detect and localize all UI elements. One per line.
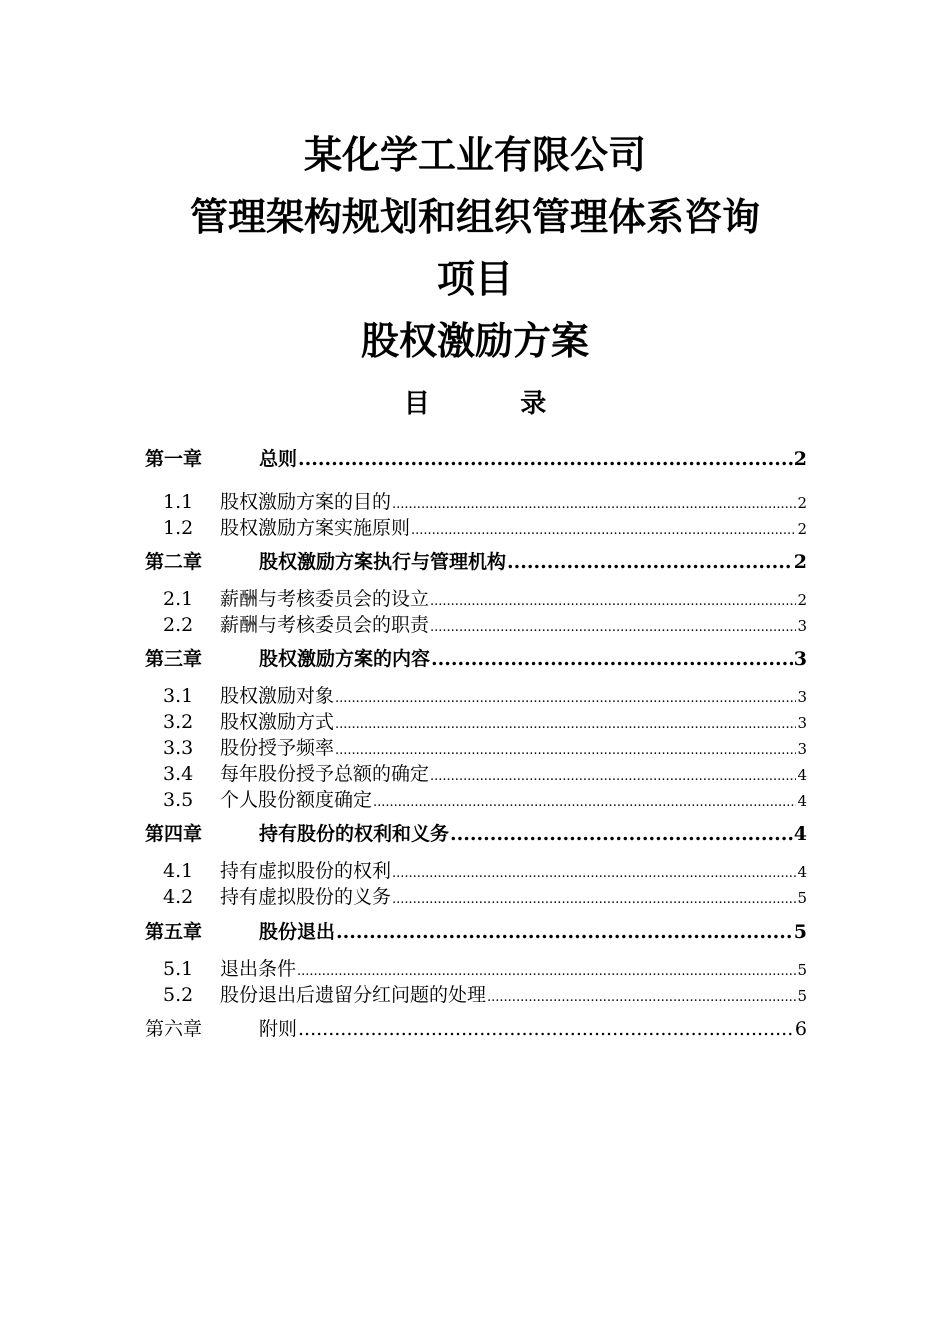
toc-entry-number: 5.1 — [163, 958, 194, 980]
toc-section-4-2[interactable] — [145, 884, 807, 913]
toc-entry-number: 3.4 — [163, 763, 194, 785]
toc-chapter-5[interactable] — [145, 919, 807, 945]
toc-entry-page: 3 — [797, 688, 807, 706]
toc-entry-page: 2 — [797, 494, 807, 512]
toc-entry-number: 1.1 — [163, 491, 194, 513]
toc-section-4-1[interactable] — [145, 858, 807, 887]
toc-entry-label: 个人股份额度确定 — [220, 789, 373, 811]
toc-entry-page: 5 — [797, 987, 807, 1005]
toc-entry-number: 3.3 — [163, 737, 194, 759]
title-line-project: 管理架构规划和组织管理体系咨询 — [189, 195, 760, 239]
toc-entry-page: 2 — [793, 448, 807, 470]
toc-entry-label: 持有虚拟股份的权利 — [220, 860, 392, 882]
toc-entry-page: 4 — [797, 766, 807, 784]
toc-section-1-1[interactable] — [145, 489, 807, 518]
toc-entry-label: 股份授予频率 — [220, 737, 335, 759]
toc-section-3-5[interactable] — [145, 787, 807, 816]
toc-section-3-4[interactable] — [145, 761, 807, 790]
title-line-plan: 股权激励方案 — [360, 319, 589, 363]
toc-entry-number: 第六章 — [145, 1018, 203, 1040]
toc-dot-leader — [373, 790, 796, 816]
document-title — [0, 124, 950, 372]
toc-section-2-1[interactable] — [145, 586, 807, 615]
title-line-company: 某化学工业有限公司 — [303, 133, 646, 177]
toc-entry-label: 股权激励方式 — [220, 711, 335, 733]
toc-dot-leader — [430, 615, 796, 641]
toc-entry-label: 股份退出 — [259, 921, 336, 943]
toc-dot-leader — [487, 985, 796, 1011]
toc-entry-page: 5 — [797, 961, 807, 979]
toc-entry-label: 股份退出后遗留分红问题的处理 — [220, 984, 487, 1006]
toc-section-3-1[interactable] — [145, 683, 807, 712]
toc-dot-leader — [411, 518, 796, 544]
toc-entry-number: 第四章 — [145, 823, 203, 845]
toc-dot-leader — [336, 919, 793, 945]
toc-entry-label: 股权激励方案实施原则 — [220, 517, 411, 539]
toc-section-1-2[interactable] — [145, 515, 807, 544]
toc-entry-number: 4.2 — [163, 886, 194, 908]
toc-entry-number: 2.2 — [163, 614, 194, 636]
toc-chapter-6[interactable] — [145, 1016, 807, 1042]
toc-entry-number: 3.1 — [163, 685, 194, 707]
toc-dot-leader — [298, 446, 793, 472]
toc-section-2-2[interactable] — [145, 612, 807, 641]
toc-dot-leader — [298, 1016, 794, 1042]
toc-entry-page: 4 — [797, 792, 807, 810]
toc-entry-label: 持有股份的权利和义务 — [259, 823, 450, 845]
toc-entry-number: 3.2 — [163, 711, 194, 733]
toc-entry-page: 6 — [794, 1018, 807, 1040]
toc-entry-label: 股权激励方案的目的 — [220, 491, 392, 513]
toc-chapter-1[interactable] — [145, 446, 807, 472]
toc-entry-label: 股权激励方案的内容 — [259, 648, 431, 670]
toc-entry-page: 5 — [797, 889, 807, 907]
toc-entry-page: 2 — [797, 591, 807, 609]
toc-chapter-3[interactable] — [145, 646, 807, 672]
toc-entry-number: 第三章 — [145, 648, 203, 670]
toc-entry-label: 股权激励对象 — [220, 685, 335, 707]
toc-entry-number: 第五章 — [145, 921, 203, 943]
toc-entry-page: 3 — [797, 740, 807, 758]
toc-entry-label: 附则 — [259, 1018, 298, 1040]
toc-entry-page: 2 — [793, 551, 807, 573]
toc-entry-label: 每年股份授予总额的确定 — [220, 763, 430, 785]
toc-section-3-2[interactable] — [145, 709, 807, 738]
toc-entry-page: 3 — [793, 648, 807, 670]
toc-entry-page: 4 — [797, 863, 807, 881]
toc-entry-number: 5.2 — [163, 984, 194, 1006]
toc-entry-label: 持有虚拟股份的义务 — [220, 886, 392, 908]
toc-entry-page: 3 — [797, 714, 807, 732]
toc-entry-page: 5 — [793, 921, 807, 943]
toc-dot-leader — [392, 887, 796, 913]
toc-entry-number: 3.5 — [163, 789, 194, 811]
toc-entry-label: 退出条件 — [220, 958, 297, 980]
toc-entry-page: 4 — [793, 823, 807, 845]
toc-entry-label: 总则 — [259, 448, 298, 470]
toc-entry-number: 2.1 — [163, 588, 194, 610]
toc-dot-leader — [507, 549, 793, 575]
toc-entry-page: 2 — [797, 520, 807, 538]
toc-section-3-3[interactable] — [145, 735, 807, 764]
toc-entry-label: 薪酬与考核委员会的设立 — [220, 588, 430, 610]
toc-dot-leader — [450, 821, 793, 847]
toc-chapter-4[interactable] — [145, 821, 807, 847]
toc-entry-label: 薪酬与考核委员会的职责 — [220, 614, 430, 636]
toc-section-5-2[interactable] — [145, 982, 807, 1011]
toc-entry-label: 股权激励方案执行与管理机构 — [259, 551, 507, 573]
toc-entry-number: 第二章 — [145, 551, 203, 573]
toc-entry-number: 4.1 — [163, 860, 194, 882]
title-line-project-cont: 项目 — [436, 257, 513, 301]
toc-section-5-1[interactable] — [145, 956, 807, 985]
toc-entry-number: 第一章 — [145, 448, 203, 470]
toc-dot-leader — [431, 646, 793, 672]
toc-chapter-2[interactable] — [145, 549, 807, 575]
toc-entry-number: 1.2 — [163, 517, 194, 539]
toc-entry-page: 3 — [797, 617, 807, 635]
toc-heading: 目 录 — [403, 389, 547, 419]
